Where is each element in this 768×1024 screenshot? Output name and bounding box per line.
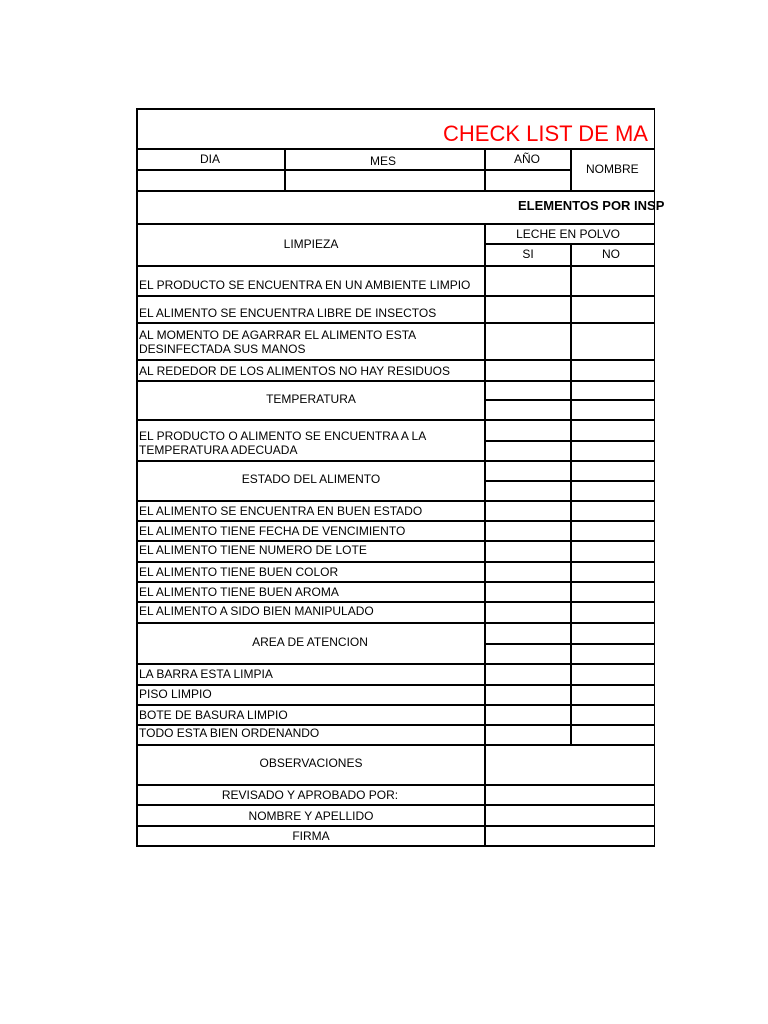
grid-line: [137, 704, 655, 706]
elementos-label: ELEMENTOS POR INSP: [518, 198, 665, 213]
grid-line: [137, 223, 655, 225]
grid-line: [137, 419, 655, 421]
checklist-item: EL ALIMENTO A SIDO BIEN MANIPULADO: [139, 604, 374, 618]
checklist-item: EL ALIMENTO TIENE BUEN AROMA: [139, 585, 339, 599]
grid-line: [284, 148, 286, 191]
grid-line: [137, 500, 655, 502]
grid-line: [137, 460, 655, 462]
checklist-item: PISO LIMPIO: [139, 687, 212, 701]
section-title-temperatura: TEMPERATURA: [266, 392, 356, 406]
section-title-limpieza: LIMPIEZA: [283, 237, 339, 251]
checklist-item: EL ALIMENTO TIENE BUEN COLOR: [139, 565, 339, 579]
grid-line: [137, 561, 655, 563]
grid-line: [137, 581, 655, 583]
grid-line: [137, 520, 655, 522]
grid-line: [137, 845, 655, 847]
checklist-item: TEMPERATURA ADECUADA: [139, 443, 298, 457]
grid-line: [484, 148, 486, 191]
grid-line: [137, 190, 655, 192]
grid-line: [570, 243, 572, 745]
grid-line: [137, 322, 655, 324]
checklist-item: EL ALIMENTO TIENE NUMERO DE LOTE: [139, 543, 367, 557]
checklist-item: BOTE DE BASURA LIMPIO: [139, 708, 288, 722]
revisado-label: REVISADO Y APROBADO POR:: [221, 788, 399, 802]
nombre-label: NOMBRE: [586, 162, 639, 176]
section-title-area: AREA DE ATENCION: [252, 635, 368, 649]
anio-label: AÑO: [513, 152, 541, 166]
si-column-header: SI: [522, 247, 534, 261]
grid-line: [570, 148, 572, 191]
page-title: CHECK LIST DE MA: [443, 121, 648, 146]
checklist-item: EL PRODUCTO O ALIMENTO SE ENCUENTRA A LA: [139, 429, 427, 443]
grid-line: [137, 169, 571, 171]
checklist-item: EL ALIMENTO TIENE FECHA DE VENCIMIENTO: [139, 524, 406, 538]
grid-line: [137, 622, 655, 624]
checklist-item: LA BARRA ESTA LIMPIA: [139, 667, 273, 681]
grid-line: [137, 601, 655, 603]
product-column-header: LECHE EN POLVO: [516, 227, 620, 241]
answer-cell-si[interactable]: [486, 267, 570, 295]
grid-line: [137, 540, 655, 542]
grid-line: [654, 108, 655, 847]
grid-line: [137, 663, 655, 665]
no-column-header: NO: [602, 247, 620, 261]
answer-cell-no[interactable]: [572, 267, 654, 295]
grid-line: [137, 148, 655, 150]
grid-line: [137, 295, 655, 297]
dia-label: DIA: [199, 152, 221, 166]
checklist-item: DESINFECTADA SUS MANOS: [139, 342, 306, 356]
grid-line: [137, 784, 655, 786]
firma-field[interactable]: [486, 827, 654, 845]
grid-line: [137, 108, 655, 110]
checklist-item: AL REDEDOR DE LOS ALIMENTOS NO HAY RESIDUOS: [139, 364, 450, 378]
checklist-item: EL ALIMENTO SE ENCUENTRA LIBRE DE INSECTOS: [139, 306, 437, 320]
checklist-item: EL ALIMENTO SE ENCUENTRA EN BUEN ESTADO: [139, 504, 423, 518]
mes-label: MES: [369, 154, 397, 168]
nombre-apellido-label: NOMBRE Y APELLIDO: [248, 809, 374, 823]
checklist-item: EL PRODUCTO SE ENCUENTRA EN UN AMBIENTE LIMPIO: [139, 278, 471, 292]
grid-line: [137, 684, 655, 686]
observaciones-field[interactable]: [486, 746, 654, 784]
observaciones-label: OBSERVACIONES: [259, 756, 363, 770]
nombre-apellido-field[interactable]: [486, 806, 654, 825]
section-title-estado: ESTADO DEL ALIMENTO: [241, 472, 381, 486]
checklist-item: TODO ESTA BIEN ORDENANDO: [139, 726, 320, 740]
firma-label: FIRMA: [292, 829, 330, 843]
grid-line: [136, 108, 138, 847]
grid-line: [137, 380, 655, 382]
checklist-item: AL MOMENTO DE AGARRAR EL ALIMENTO ESTA: [139, 328, 417, 342]
grid-line: [137, 359, 655, 361]
